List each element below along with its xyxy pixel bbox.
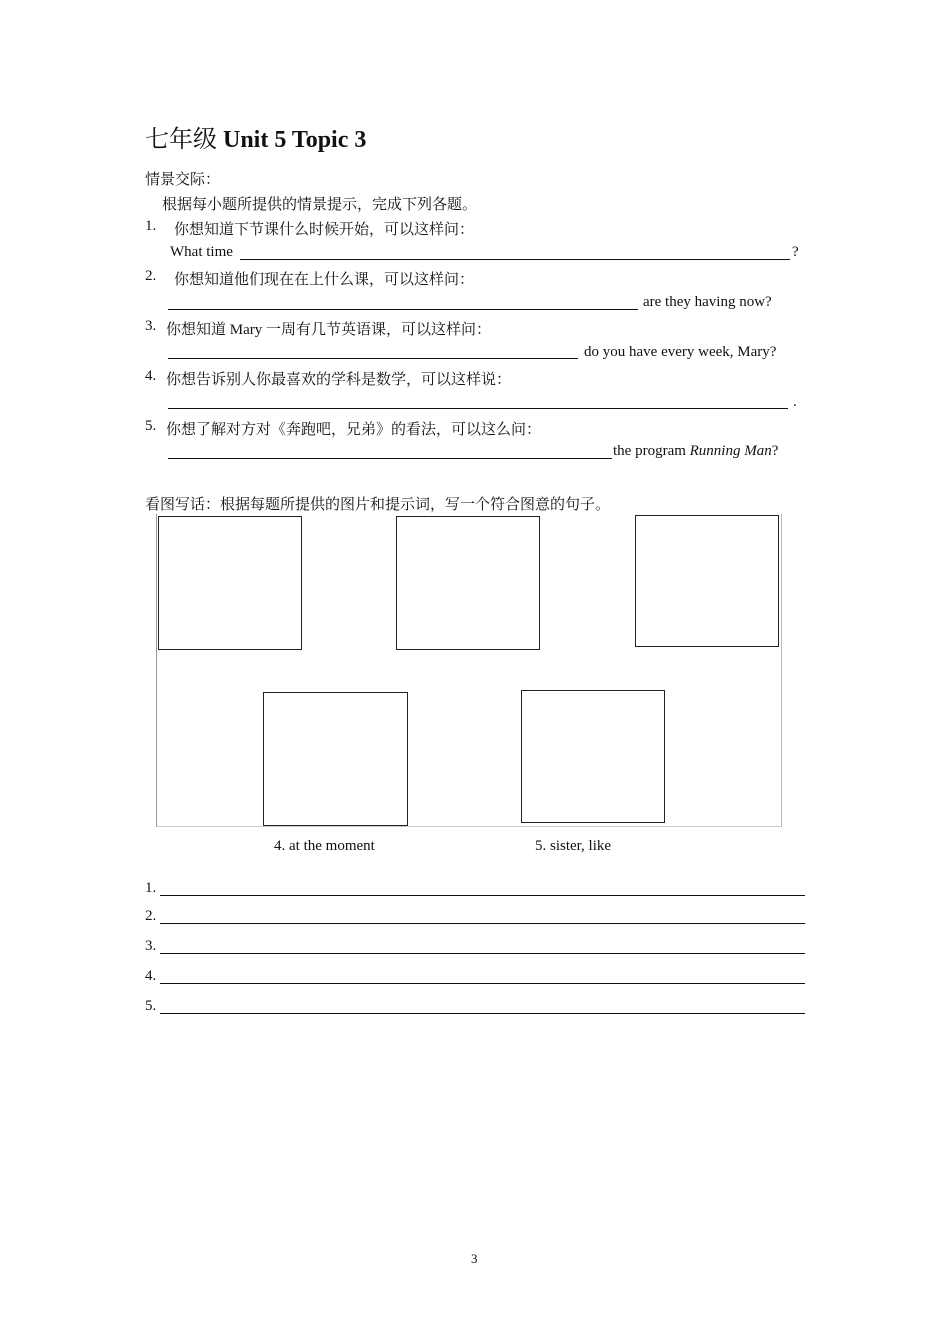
page-title (145, 119, 366, 154)
q4-end: . (793, 394, 797, 410)
answer-number-2: 2. (145, 908, 157, 924)
answer-number-5: 5. (145, 998, 157, 1014)
q2-number: 2. (145, 268, 157, 284)
q1-start: What time (170, 244, 233, 260)
q1-answer-line[interactable] (240, 259, 790, 260)
q2-prompt: 你想知道他们现在在上什么课，可以这样问： (174, 272, 475, 288)
q5-end-pre: the program (613, 443, 690, 459)
answer-line-4[interactable] (160, 983, 805, 984)
caption-5: 5. sister, like (535, 838, 612, 854)
picture-box-3 (635, 515, 779, 647)
title-cn: 七年级 (145, 127, 217, 153)
picture-box-5 (521, 690, 665, 823)
answer-line-2[interactable] (160, 923, 805, 924)
section2-heading: 看图写话：根据每题所提供的图片和提示词，写一个符合图意的句子。 (145, 497, 611, 513)
q5-number: 5. (145, 418, 157, 434)
q3-number: 3. (145, 318, 157, 334)
q4-number: 4. (145, 368, 157, 384)
q5-end-post: ? (771, 443, 779, 459)
answer-line-3[interactable] (160, 953, 805, 954)
q2-answer-line[interactable] (168, 309, 638, 310)
q3-end: do you have every week, Mary? (584, 344, 777, 360)
section1-instruction: 根据每小题所提供的情景提示，完成下列各题。 (162, 197, 478, 213)
answer-number-4: 4. (145, 968, 157, 984)
picture-box-2 (396, 516, 540, 650)
q5-end (613, 443, 778, 460)
picture-box-1 (158, 516, 302, 650)
q1-end: ? (792, 244, 799, 260)
page-number: 3 (471, 1251, 478, 1266)
q5-answer-line[interactable] (168, 458, 612, 459)
q3-prompt: 你想知道 Mary 一周有几节英语课，可以这样问： (166, 322, 491, 338)
q4-prompt: 你想告诉别人你最喜欢的学科是数学，可以这样说： (166, 372, 512, 388)
answer-number-3: 3. (145, 938, 157, 954)
q1-prompt: 你想知道下节课什么时候开始，可以这样问： (174, 222, 475, 238)
q5-prompt: 你想了解对方对《奔跑吧，兄弟》的看法，可以这么问： (166, 422, 542, 438)
title-en: Unit 5 Topic 3 (223, 127, 367, 153)
answer-number-1: 1. (145, 880, 157, 896)
picture-box-4 (263, 692, 408, 826)
q2-end: are they having now? (643, 294, 772, 310)
answer-line-5[interactable] (160, 1013, 805, 1014)
q1-number: 1. (145, 218, 157, 234)
q3-answer-line[interactable] (168, 358, 578, 359)
answer-line-1[interactable] (160, 895, 805, 896)
caption-4: 4. at the moment (274, 838, 375, 854)
section1-heading: 情景交际： (145, 172, 221, 188)
q5-end-italic: Running Man (689, 443, 772, 459)
q4-answer-line[interactable] (168, 408, 788, 409)
